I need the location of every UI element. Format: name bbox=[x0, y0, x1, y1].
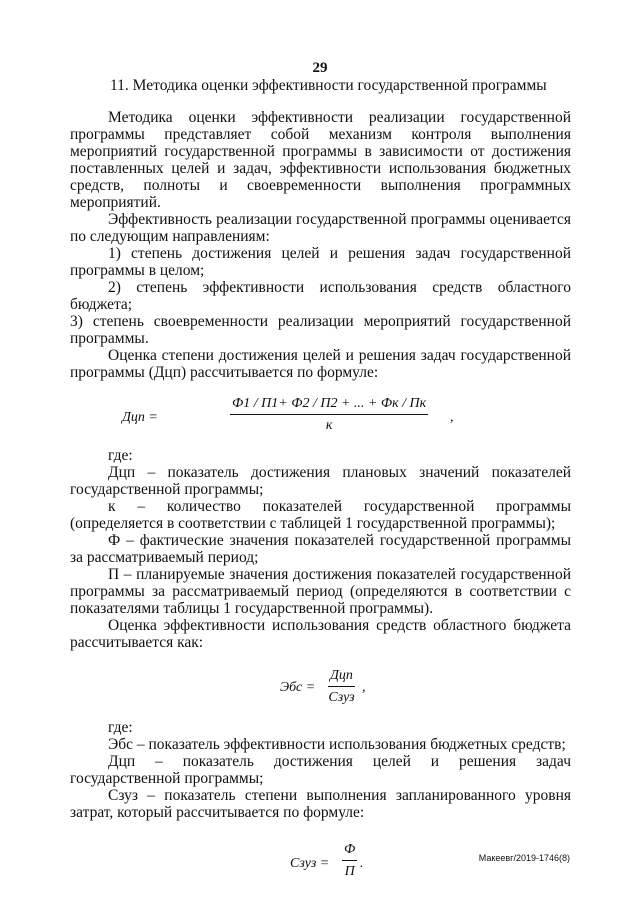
formula-denominator: к bbox=[325, 418, 333, 433]
list-item-1: 1) степень достижения целей и решения задач государственной программы в целом; bbox=[70, 245, 571, 279]
formula-punctuation: , bbox=[450, 410, 454, 425]
list-item-2: 2) степень эффективности использования средств областного бюджета; bbox=[70, 279, 571, 313]
paragraph-methodology-intro: Методика оценки эффективности реализации государственной программы представляет собой механизм контроля выполнения мероприятий государственной программы в зависимости от достижения поставленных целей и задач, эффективности использования бюджетных средств, полноты и своевременности выполнения программных мероприятий. bbox=[70, 109, 571, 211]
formula-budget-efficiency bbox=[70, 659, 571, 719]
formula-goal-achievement bbox=[70, 395, 571, 447]
definition-p: П – планируемые значения достижения показателей государственной программы за рассматриваемый период (определяются в соответствии с показателями таблицы 1 государственной программы). bbox=[70, 566, 571, 617]
document-body bbox=[70, 109, 571, 893]
paragraph-directions-intro: Эффективность реализации государственной программы оценивается по следующим направлениям: bbox=[70, 211, 571, 245]
formula-numerator: Ф1 / П1+ Ф2 / П2 + ... + Фк / Пк bbox=[230, 395, 428, 415]
definition-ebs: Эбс – показатель эффективности использования бюджетных средств; bbox=[108, 736, 566, 753]
formula-numerator: Ф bbox=[342, 841, 357, 861]
definition-dcp: Дцп – показатель достижения плановых значений показателей государственной программы; bbox=[70, 464, 571, 498]
formula-lhs: Эбс = bbox=[280, 680, 316, 695]
formula-cost-level bbox=[70, 837, 571, 893]
definition-f: Ф – фактические значения показателей государственной программы за рассматриваемый период; bbox=[70, 532, 571, 566]
section-title: 11. Методика оценки эффективности государственной программы bbox=[110, 77, 547, 94]
formula-fraction bbox=[230, 395, 428, 434]
formula-punctuation: . bbox=[360, 856, 364, 871]
definition-szuz: Сзуз – показатель степени выполнения запланированного уровня затрат, который рассчитывается по формуле: bbox=[70, 787, 571, 821]
where-label: где: bbox=[108, 447, 133, 464]
formula-denominator: Сзуз bbox=[328, 690, 355, 705]
formula-denominator: П bbox=[344, 864, 355, 879]
paragraph-goal-assessment: Оценка степени достижения целей и решения задач государственной программы (Дцп) рассчитывается по формуле: bbox=[70, 347, 571, 381]
list-item-3: 3) степень своевременности реализации мероприятий государственной программы. bbox=[70, 313, 571, 347]
document-code: Макеевг/2019-1746(8) bbox=[478, 853, 570, 863]
formula-numerator: Дцп bbox=[328, 667, 355, 687]
paragraph-budget-efficiency: Оценка эффективности использования средств областного бюджета рассчитывается как: bbox=[70, 617, 571, 651]
definition-dcp-2: Дцп – показатель достижения целей и решения задач государственной программы; bbox=[70, 753, 571, 787]
definition-k: к – количество показателей государственной программы (определяется в соответствии с таблицей 1 государственной программы); bbox=[70, 498, 571, 532]
formula-fraction bbox=[328, 667, 355, 706]
formula-fraction bbox=[342, 841, 357, 880]
where-label: где: bbox=[108, 719, 133, 736]
page-number: 29 bbox=[312, 60, 328, 76]
formula-punctuation: , bbox=[362, 680, 366, 695]
formula-lhs: Сзуз = bbox=[290, 856, 330, 871]
formula-lhs: Дцп = bbox=[122, 410, 158, 425]
